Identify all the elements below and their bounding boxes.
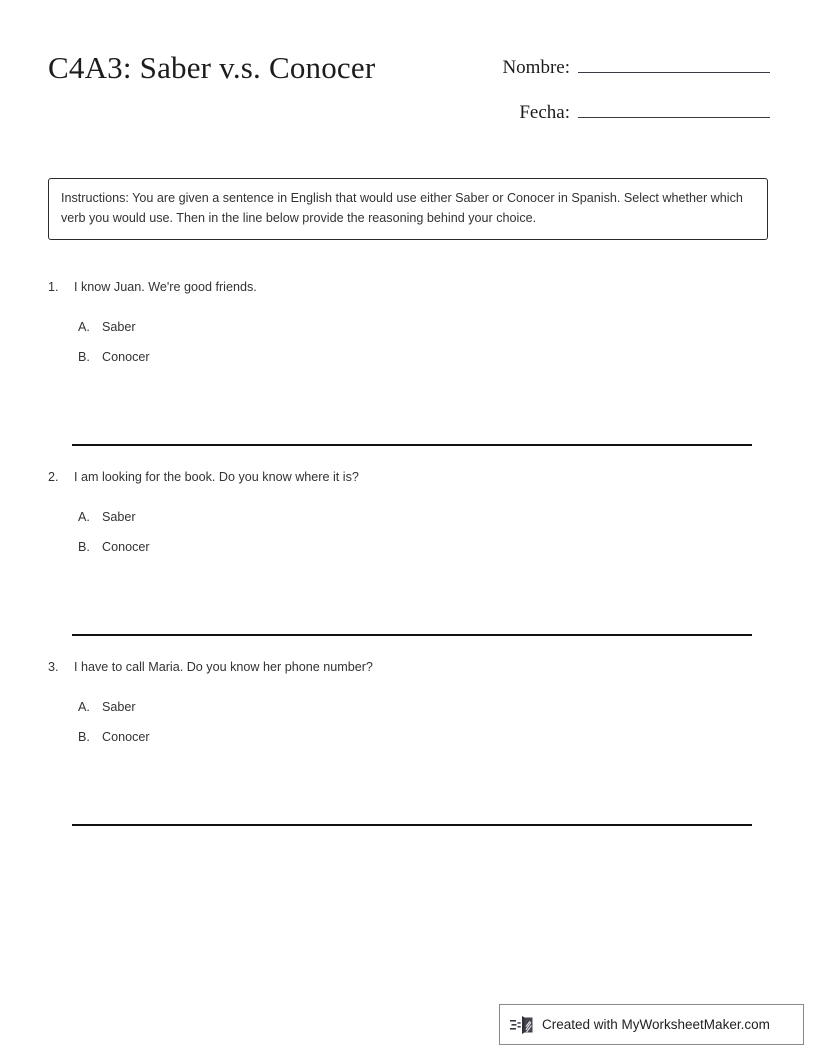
date-field-row <box>470 95 770 140</box>
question-item <box>0 658 816 848</box>
option-label: Saber <box>102 320 136 334</box>
option-b[interactable] <box>78 538 816 568</box>
question-text: I am looking for the book. Do you know where it is? <box>74 470 359 484</box>
question-prompt-row <box>0 278 816 296</box>
question-number: 3. <box>48 660 59 674</box>
option-b[interactable] <box>78 348 816 378</box>
option-b[interactable] <box>78 728 816 758</box>
option-label: Saber <box>102 510 136 524</box>
question-item <box>0 278 816 468</box>
question-prompt-row <box>0 658 816 676</box>
name-input-line[interactable] <box>578 50 770 73</box>
option-letter: B. <box>78 350 90 364</box>
worksheet-maker-logo-icon <box>510 1013 536 1037</box>
question-text: I know Juan. We're good friends. <box>74 280 257 294</box>
footer-badge-text: Created with MyWorksheetMaker.com <box>542 1016 770 1032</box>
question-text: I have to call Maria. Do you know her phone number? <box>74 660 373 674</box>
option-label: Saber <box>102 700 136 714</box>
page-title: C4A3: Saber v.s. Conocer <box>48 50 376 85</box>
question-options <box>0 318 816 378</box>
option-letter: A. <box>78 510 90 524</box>
instructions-text: Instructions: You are given a sentence in English that would use either Saber or Conocer in Spanish. Select whether which verb you would use. Then in the line below provide the reasoning behind your choice. <box>61 191 743 225</box>
name-field-row <box>470 50 770 95</box>
option-a[interactable] <box>78 508 816 538</box>
answer-line[interactable] <box>72 634 752 636</box>
option-label: Conocer <box>102 350 150 364</box>
name-date-block <box>470 50 770 140</box>
date-input-line[interactable] <box>578 95 770 118</box>
footer-badge[interactable] <box>499 1004 804 1045</box>
name-label: Nombre: <box>502 57 570 78</box>
option-letter: B. <box>78 540 90 554</box>
option-letter: B. <box>78 730 90 744</box>
date-label: Fecha: <box>519 102 570 123</box>
question-item <box>0 468 816 658</box>
instructions-box <box>48 178 768 240</box>
option-a[interactable] <box>78 698 816 728</box>
question-prompt-row <box>0 468 816 486</box>
questions-list <box>0 278 816 848</box>
question-options <box>0 698 816 758</box>
question-number: 2. <box>48 470 59 484</box>
option-letter: A. <box>78 320 90 334</box>
option-label: Conocer <box>102 540 150 554</box>
question-options <box>0 508 816 568</box>
option-label: Conocer <box>102 730 150 744</box>
option-a[interactable] <box>78 318 816 348</box>
worksheet-header <box>0 0 816 150</box>
question-number: 1. <box>48 280 59 294</box>
answer-line[interactable] <box>72 444 752 446</box>
option-letter: A. <box>78 700 90 714</box>
answer-line[interactable] <box>72 824 752 826</box>
